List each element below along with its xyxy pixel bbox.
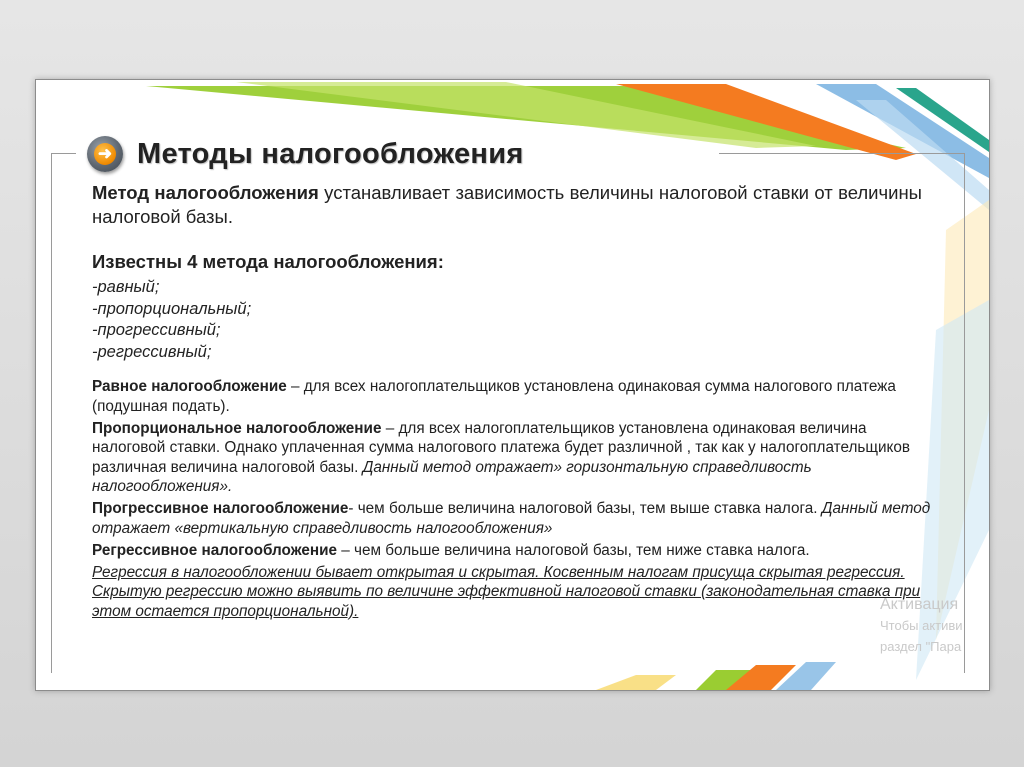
frame-line [719,153,965,154]
arrow-bullet-icon [87,136,123,172]
activation-watermark [880,594,963,657]
intro-paragraph [92,181,922,229]
definition-italic: Данный метод отражает «вертикальную справедливость налогообложения» [92,500,931,537]
list-item: -регрессивный; [92,342,212,361]
frame-line [964,153,965,673]
methods-heading: Известны 4 метода налогообложения: [92,251,444,272]
frame-line [51,153,76,154]
definition-italic: Данный метод отражает» горизонтальную справедливость налогообложения». [92,458,812,495]
list-item: -пропорциональный; [92,299,252,318]
definition-regressive [92,541,932,561]
definition-text: – чем больше величина налоговой базы, тем ниже ставка налога. [337,541,810,559]
watermark-line: Чтобы активи [880,618,963,633]
definition-term: Равное налогообложение [92,378,287,395]
definition-text: - чем больше величина налоговой базы, тем выше ставка налога. [348,500,822,517]
list-item: -равный; [92,278,160,296]
regression-note [92,563,932,622]
definitions [92,377,932,624]
definition-term: Регрессивное налогообложение [92,541,338,559]
slide-title: Методы налогообложения [137,138,524,170]
watermark-line: Активация [880,596,959,613]
intro-term: Метод налогообложения [92,182,319,203]
arrow-right-icon: ➜ [94,143,116,165]
definition-text: – для всех налогоплательщиков установлена одинаковая сумма налогового платежа (подушная подать). [92,378,896,415]
definition-proportional [92,419,932,497]
note-text: Регрессия в налогообложении бывает открытая и скрытая. Косвенным налогам присуща скрытая регрессия. Скрытую регрессию можно выявить по величине эффективной налоговой ставки (законодательная ставка при этом остается пропорциональной). [92,563,921,620]
intro-text: устанавливает зависимость величины налоговой ставки от величины налоговой базы. [92,182,922,227]
slide [35,79,990,691]
list-item: -прогрессивный; [92,321,221,339]
definition-progressive [92,499,932,538]
frame-line [51,153,52,673]
methods-list [92,277,251,363]
definition-term: Прогрессивное налогообложение [92,500,349,517]
watermark-line: раздел "Пара [880,639,962,654]
definition-equal [92,377,932,416]
definition-text: – для всех налогоплательщиков установлена одинаковая величина налоговой ставки. Однако уплаченная сумма налогового платежа будет различной , так как у налогоплательщиков различная величина налоговой базы. [92,419,910,476]
definition-term: Пропорциональное налогообложение [92,419,382,437]
